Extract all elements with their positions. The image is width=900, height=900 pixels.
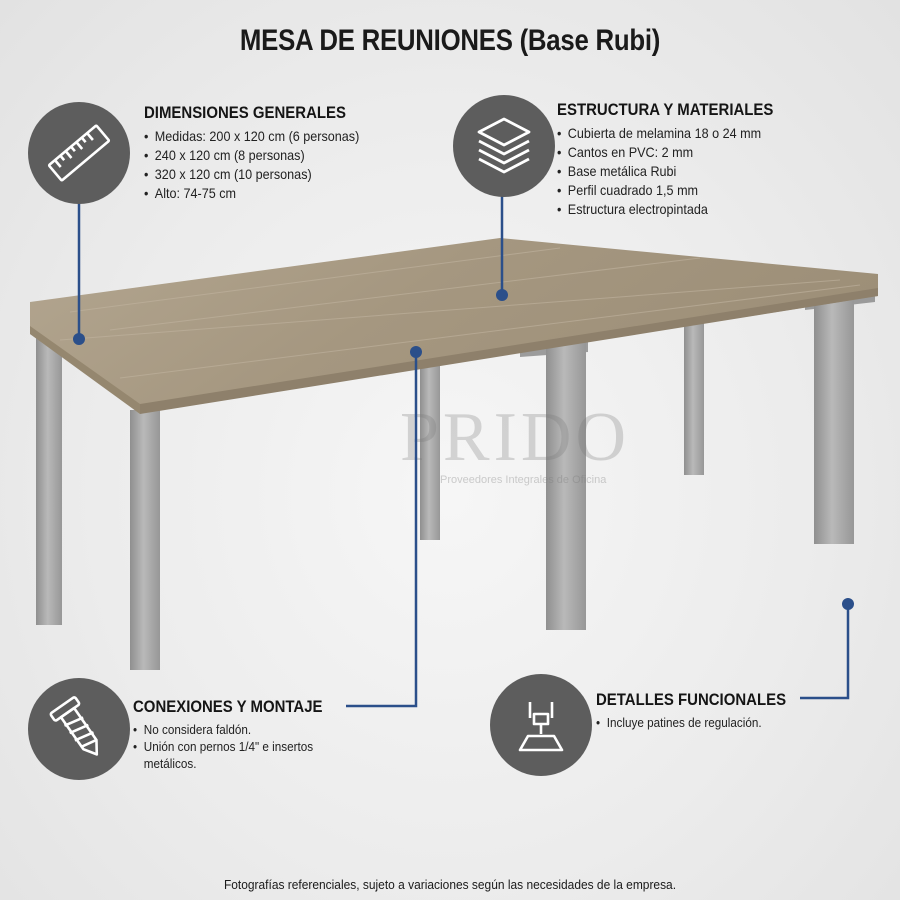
list-item: metálicos. bbox=[143, 756, 197, 771]
list-item: • Base metálica Rubi bbox=[557, 163, 677, 179]
page-title: MESA DE REUNIONES (Base Rubi) bbox=[239, 24, 661, 57]
callout-dot-structure bbox=[496, 289, 508, 301]
callout-dot-dimensions bbox=[73, 333, 85, 345]
list-item: • No considera faldón. bbox=[133, 722, 252, 737]
leveling-foot-icon bbox=[490, 674, 592, 776]
list-item: • Cantos en PVC: 2 mm bbox=[557, 144, 694, 160]
functional-list bbox=[596, 714, 812, 731]
section-dimensions bbox=[144, 103, 383, 203]
list-item: • Estructura electropintada bbox=[557, 201, 708, 217]
section-functional bbox=[596, 690, 812, 731]
connections-list bbox=[133, 721, 348, 772]
watermark-tagline: Proveedores Integrales de Oficina bbox=[440, 474, 607, 486]
structure-list bbox=[557, 124, 803, 219]
ruler-icon bbox=[28, 102, 130, 204]
watermark-brand: PRIDO bbox=[400, 399, 631, 476]
section-heading-dimensions: DIMENSIONES GENERALES bbox=[144, 103, 347, 122]
screw-icon bbox=[28, 678, 130, 780]
list-item: • Unión con pernos 1/4" e insertos bbox=[133, 739, 314, 754]
list-item: • Alto: 74-75 cm bbox=[144, 185, 237, 201]
section-structure bbox=[557, 100, 803, 219]
section-heading-connections: CONEXIONES Y MONTAJE bbox=[133, 697, 323, 716]
list-item: • Incluye patines de regulación. bbox=[596, 715, 762, 730]
list-item: • 240 x 120 cm (8 personas) bbox=[144, 147, 305, 163]
list-item: • 320 x 120 cm (10 personas) bbox=[144, 166, 312, 182]
dimensions-list bbox=[144, 127, 383, 203]
callout-dot-connections bbox=[410, 346, 422, 358]
list-item: • Medidas: 200 x 120 cm (6 personas) bbox=[144, 128, 360, 144]
section-connections bbox=[133, 697, 348, 772]
layers-icon bbox=[453, 95, 555, 197]
footer-disclaimer: Fotografías referenciales, sujeto a variaciones según las necesidades de la empresa. bbox=[223, 877, 677, 892]
callout-dot-functional bbox=[842, 598, 854, 610]
list-item: • Perfil cuadrado 1,5 mm bbox=[557, 182, 699, 198]
list-item: • Cubierta de melamina 18 o 24 mm bbox=[557, 125, 762, 141]
section-heading-structure: ESTRUCTURA Y MATERIALES bbox=[557, 100, 774, 119]
section-heading-functional: DETALLES FUNCIONALES bbox=[596, 690, 787, 709]
